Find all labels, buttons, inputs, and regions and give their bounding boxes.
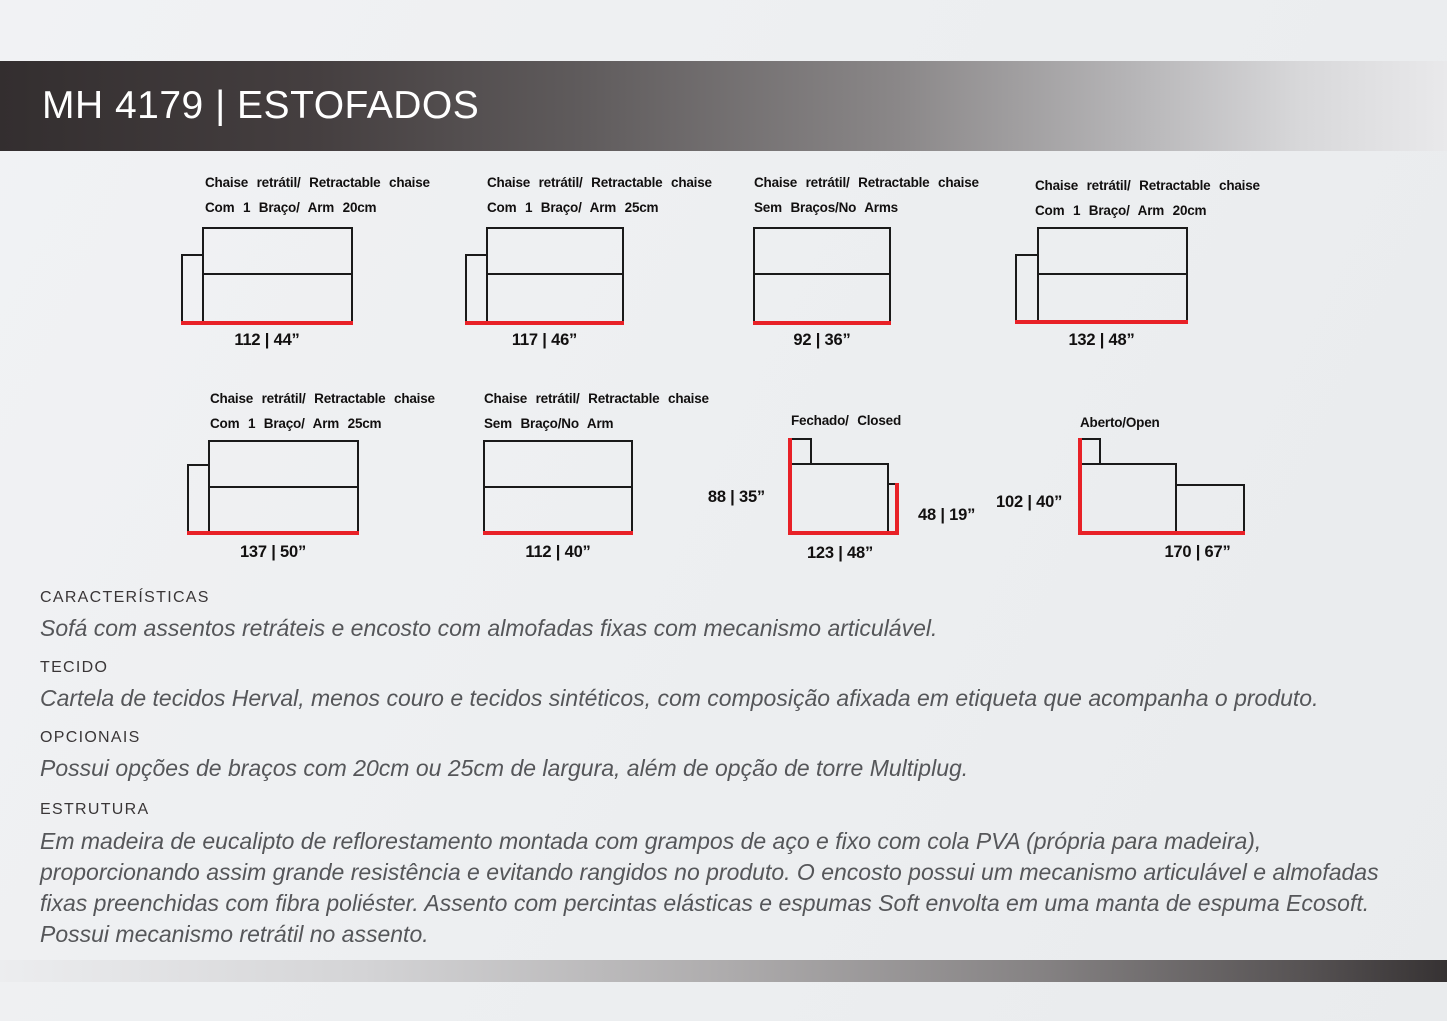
- seat-divider-line: [204, 273, 351, 275]
- width-dimension: 112 | 44”: [234, 331, 300, 349]
- diagram-label-line1: Chaise retrátil/ Retractable chaise: [1035, 178, 1260, 193]
- diagram-label-line2: Com 1 Braço/ Arm 25cm: [487, 200, 659, 215]
- side-body-outline: [1080, 463, 1177, 535]
- seat-divider-line: [210, 486, 357, 488]
- diagram-label-line1: Chaise retrátil/ Retractable chaise: [754, 175, 979, 190]
- side-body-outline: [790, 463, 889, 535]
- seat-divider-line: [755, 273, 889, 275]
- depth-measure-line: [1078, 531, 1245, 535]
- width-dimension: 117 | 46”: [511, 331, 578, 349]
- page-title: MH 4179 | ESTOFADOS: [42, 84, 480, 127]
- diagram-label-line2: Com 1 Braço/ Arm 25cm: [210, 416, 382, 431]
- width-dimension: 112 | 40”: [525, 543, 591, 561]
- sofa-body-outline: [753, 227, 891, 323]
- width-measure-line: [1015, 320, 1188, 324]
- sofa-arm-outline: [1015, 254, 1037, 322]
- sofa-body-outline: [1037, 227, 1188, 322]
- section-body: Possui opções de braços com 20cm ou 25cm de largura, além de opção de torre Multiplug.: [40, 755, 969, 781]
- height-dimension: 102 | 40”: [996, 493, 1063, 511]
- section-heading: ESTRUTURA: [40, 801, 150, 818]
- backrest-outline: [1080, 438, 1101, 463]
- diagram-label: Fechado/ Closed: [791, 413, 902, 428]
- diagram-label-line1: Chaise retrátil/ Retractable chaise: [205, 175, 430, 190]
- section-heading: CARACTERÍSTICAS: [40, 589, 210, 606]
- diagram-label-line2: Com 1 Braço/ Arm 20cm: [1035, 203, 1207, 218]
- width-measure-line: [187, 531, 359, 535]
- sofa-arm-outline: [187, 464, 208, 533]
- section-body: Em madeira de eucalipto de reflorestamento montada com grampos de aço e fixo com cola PVA (própria para madeira), proporcionando assim grande resistência e evitando rangidos no produto. O encosto possui um mecanismo articulável e almofadas fixas preenchidas com fibra poliéster. Assento com percintas elásticas e espumas Soft envolta em uma manta de espuma Ecosoft. Possui mecanismo retrátil no assento.: [40, 828, 1379, 947]
- width-dimension: 92 | 36”: [793, 331, 851, 349]
- seat-divider-line: [485, 486, 631, 488]
- section-heading: TECIDO: [40, 659, 109, 676]
- width-measure-line: [181, 321, 353, 325]
- sofa-body-outline: [483, 440, 633, 533]
- diagram-label-line1: Chaise retrátil/ Retractable chaise: [487, 175, 712, 190]
- diagram-label-line2: Sem Braço/No Arm: [484, 416, 614, 431]
- width-dimension: 132 | 48”: [1068, 331, 1135, 349]
- width-measure-line: [753, 321, 891, 325]
- sofa-arm-outline: [181, 254, 202, 323]
- height-dimension: 88 | 35”: [707, 488, 765, 506]
- height-measure-line: [788, 438, 792, 535]
- seat-divider-line: [1039, 273, 1186, 275]
- sofa-arm-outline: [465, 254, 486, 323]
- height-measure-line: [1078, 438, 1082, 535]
- diagram-label-line1: Chaise retrátil/ Retractable chaise: [210, 391, 435, 406]
- seat-dimension: 48 | 19”: [918, 506, 976, 524]
- width-dimension: 137 | 50”: [239, 543, 307, 561]
- extended-seat-outline: [1177, 484, 1245, 531]
- depth-measure-line: [788, 531, 899, 535]
- seat-measure-line: [895, 483, 899, 535]
- depth-dimension: 123 | 48”: [806, 544, 874, 562]
- sofa-body-outline: [208, 440, 359, 533]
- header-bar: [0, 61, 1447, 151]
- sofa-body-outline: [486, 227, 624, 323]
- width-measure-line: [483, 531, 633, 535]
- depth-dimension: 170 | 67”: [1164, 543, 1231, 561]
- diagram-label-line2: Com 1 Braço/ Arm 20cm: [205, 200, 377, 215]
- section-body: Sofá com assentos retráteis e encosto com almofadas fixas com mecanismo articulável.: [40, 615, 938, 641]
- diagram-label-line2: Sem Braços/No Arms: [754, 200, 898, 215]
- diagram-label-line1: Chaise retrátil/ Retractable chaise: [484, 391, 709, 406]
- section-body: Cartela de tecidos Herval, menos couro e tecidos sintéticos, com composição afixada em etiqueta que acompanha o produto.: [40, 685, 1319, 711]
- seat-divider-line: [488, 273, 622, 275]
- width-measure-line: [465, 321, 624, 325]
- footer-gradient-bar: [0, 960, 1447, 982]
- sofa-body-outline: [202, 227, 353, 323]
- diagram-label: Aberto/Open: [1080, 415, 1160, 430]
- section-heading: OPCIONAIS: [40, 729, 141, 746]
- backrest-outline: [790, 438, 812, 463]
